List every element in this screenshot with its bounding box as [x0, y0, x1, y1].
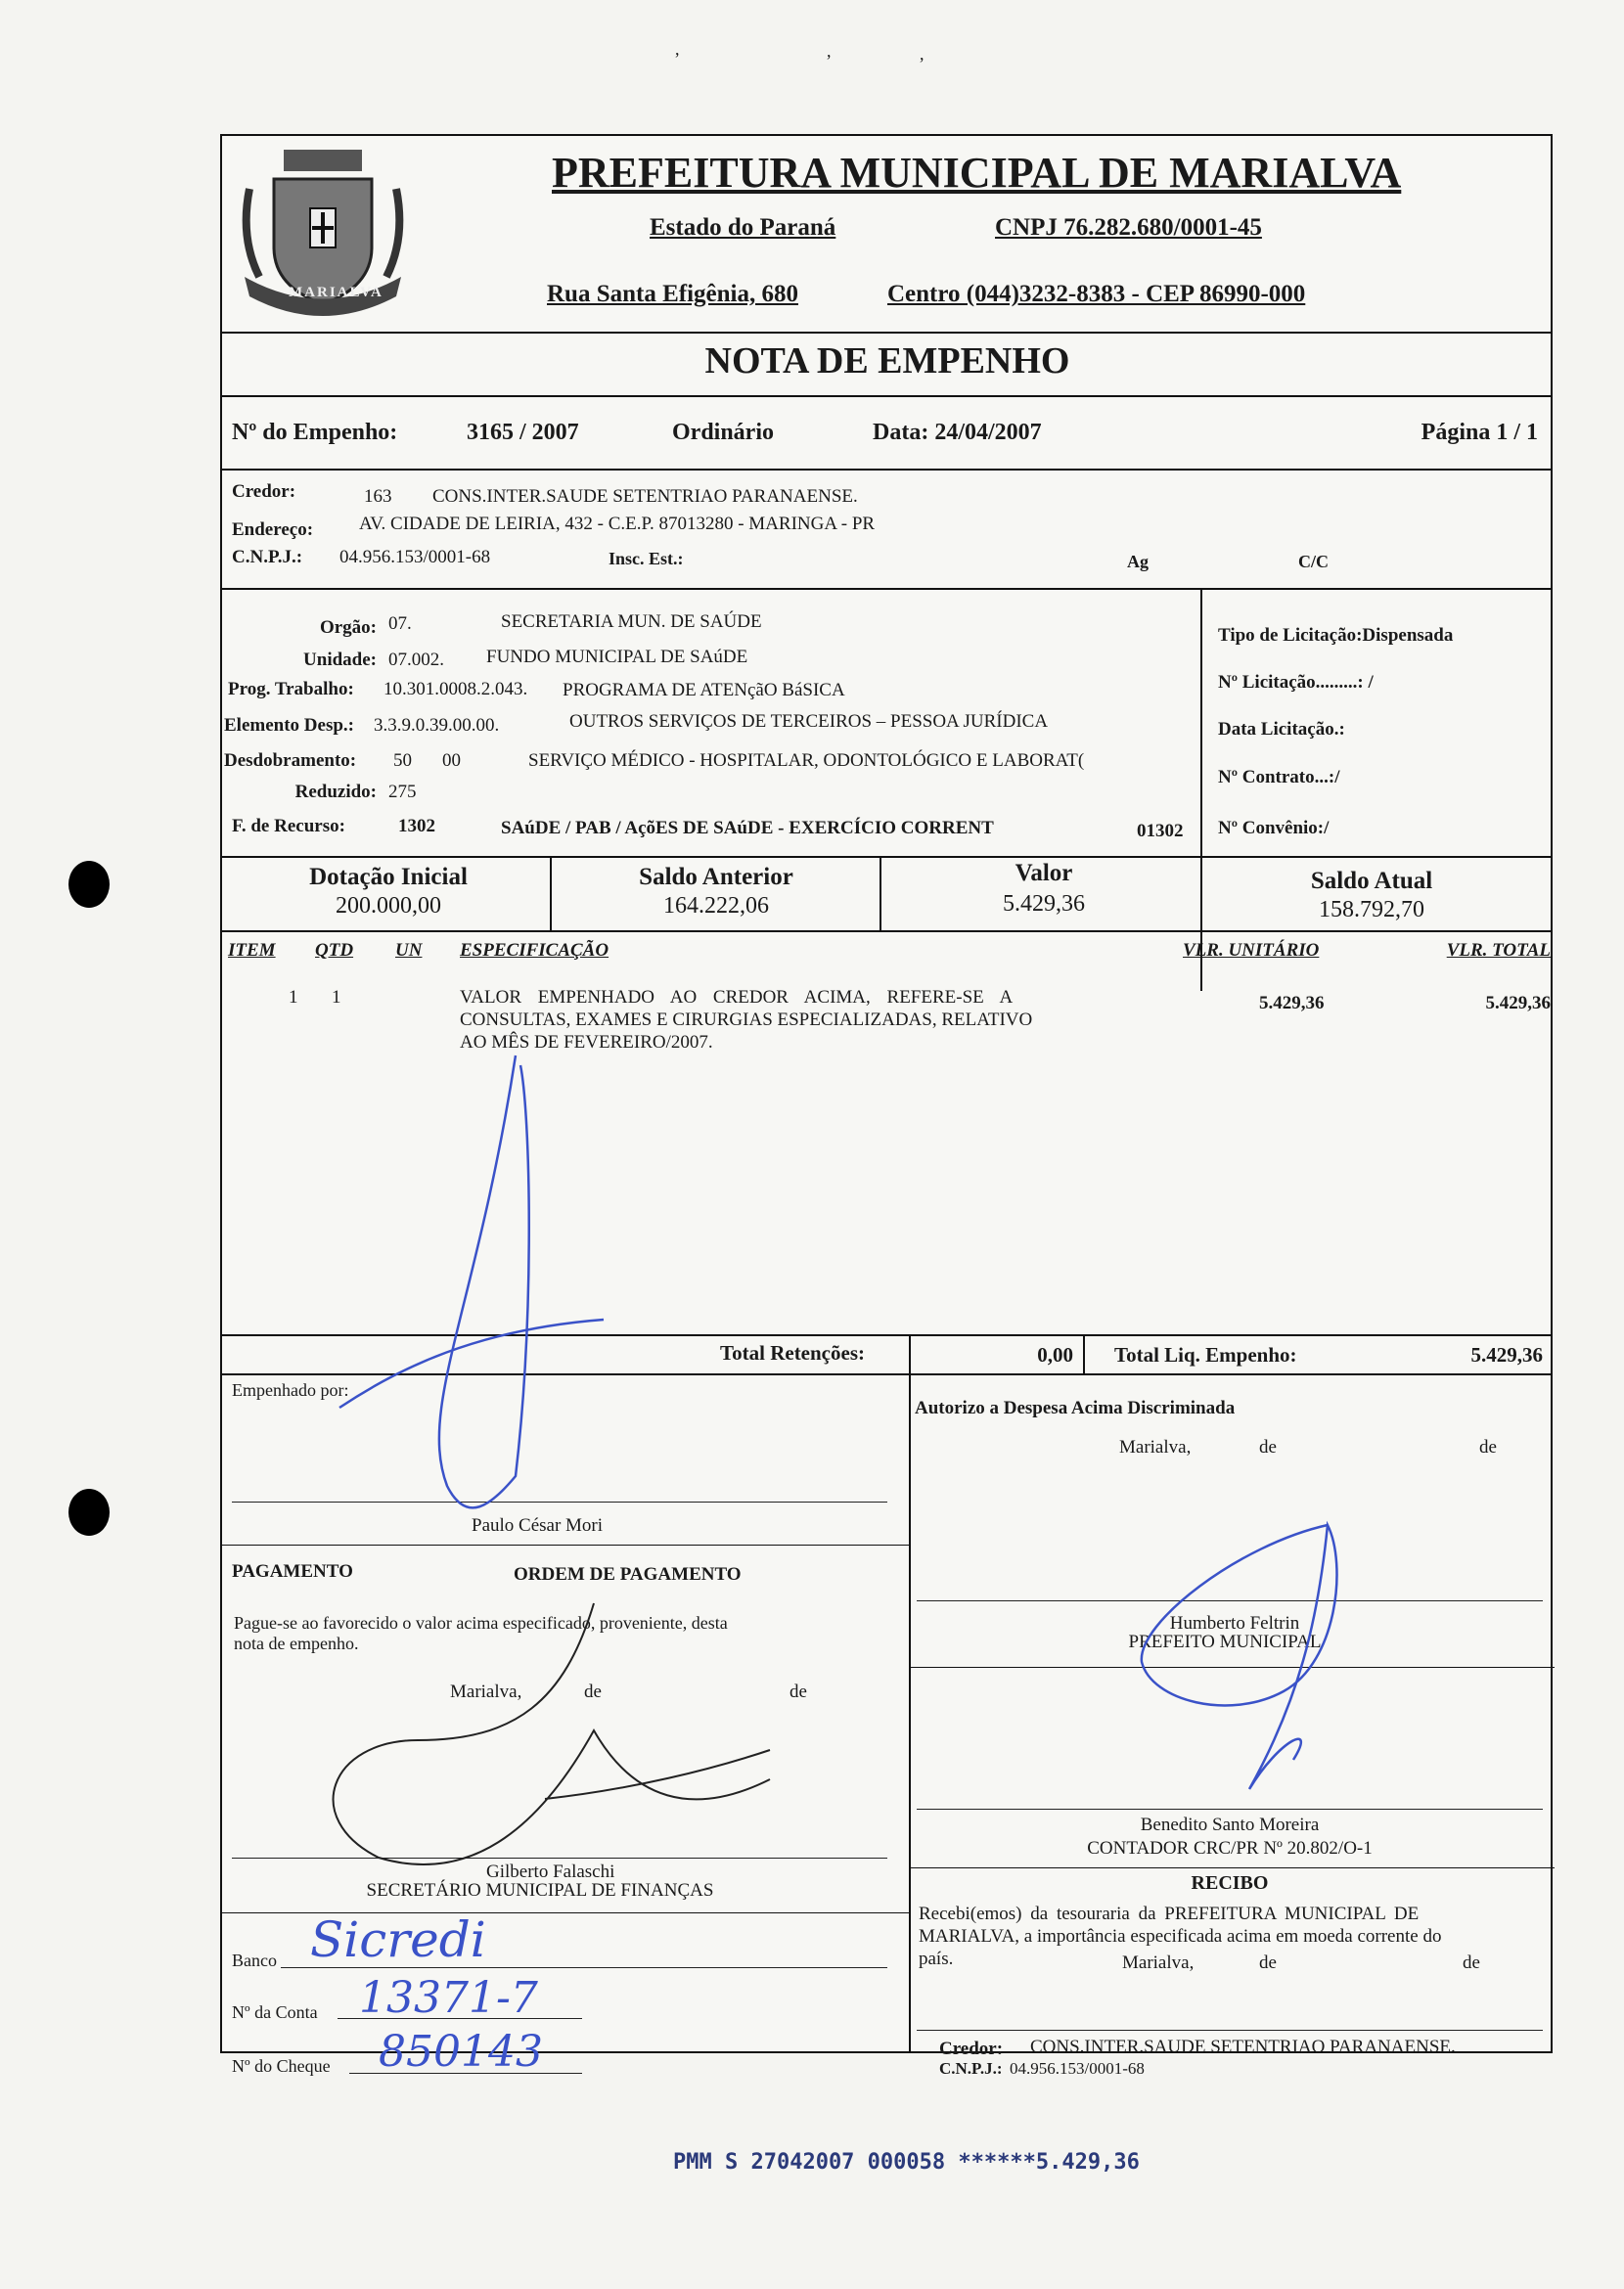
saldo-anterior-label: Saldo Anterior [639, 864, 793, 890]
pagamento-de2: de [789, 1682, 807, 1702]
banco-handwritten: Sicredi [310, 1911, 486, 1968]
recurso-name: SAúDE / PAB / AçõES DE SAúDE - EXERCÍCIO CORRENT [501, 818, 994, 838]
secretario-title: SECRETÁRIO MUNICIPAL DE FINANÇAS [366, 1880, 714, 1901]
seal-text: MARIALVA [289, 285, 383, 300]
item-desc-line2: CONSULTAS, EXAMES E CIRURGIAS ESPECIALIZADAS, RELATIVO [460, 1010, 1033, 1030]
credor-insc-label: Insc. Est.: [609, 549, 684, 568]
credor-cnpj-label: C.N.P.J.: [232, 547, 303, 567]
credor-code: 163 [364, 486, 392, 507]
pagamento-city: Marialva, [450, 1682, 522, 1702]
desdobramento-label: Desdobramento: [224, 750, 357, 771]
pagamento-text-line1: Pague-se ao favorecido o valor acima especificado, proveniente, desta [234, 1613, 728, 1633]
elemento-name: OUTROS SERVIÇOS DE TERCEIROS – PESSOA JURÍDICA [569, 711, 1049, 732]
hole-punch [68, 1489, 110, 1536]
recibo-cnpj-label: C.N.P.J.: [939, 2059, 1003, 2078]
hole-punch [68, 861, 110, 908]
total-retencoes-value: 0,00 [1037, 1343, 1073, 1367]
recibo-credor-label: Credor: [939, 2039, 1004, 2059]
recibo-text-line3: país. [919, 1949, 954, 1969]
credor-name: CONS.INTER.SAUDE SETENTRIAO PARANAENSE. [432, 486, 858, 507]
doc-title: NOTA DE EMPENHO [704, 340, 1070, 382]
valor-value: 5.429,36 [1003, 891, 1085, 917]
autorizo-city: Marialva, [1119, 1437, 1192, 1458]
recurso-label: F. de Recurso: [232, 816, 345, 836]
credor-cc-label: C/C [1298, 552, 1329, 571]
pagamento-label: PAGAMENTO [232, 1561, 353, 1582]
header-title: PREFEITURA MUNICIPAL DE MARIALVA [552, 149, 1402, 197]
prog-label: Prog. Trabalho: [228, 679, 354, 699]
orgao-name: SECRETARIA MUN. DE SAÚDE [501, 611, 762, 632]
contador-title: CONTADOR CRC/PR Nº 20.802/O-1 [1087, 1838, 1373, 1859]
credor-ag-label: Ag [1127, 552, 1149, 571]
reduzido-code: 275 [388, 782, 417, 802]
col-vlr-unitario: VLR. UNITÁRIO [1183, 940, 1320, 961]
empenho-page: Página 1 / 1 [1421, 420, 1538, 445]
prefeito-name: Humberto Feltrin [1169, 1613, 1300, 1634]
conta-label: Nº da Conta [232, 2002, 318, 2022]
col-especificacao: ESPECIFICAÇÃO [460, 940, 609, 961]
desdobramento-name: SERVIÇO MÉDICO - HOSPITALAR, ODONTOLÓGICO E LABORAT( [528, 750, 1085, 771]
valor-label: Valor [1015, 860, 1073, 886]
mechanical-stamp: PMM S 27042007 000058 ******5.429,36 [673, 2150, 1140, 2175]
header-contact: Centro (044)3232-8383 - CEP 86990-000 [887, 281, 1306, 307]
conta-handwritten: 13371-7 [359, 1973, 538, 2023]
header-cnpj: CNPJ 76.282.680/0001-45 [995, 214, 1262, 241]
empenhado-name: Paulo César Mori [472, 1515, 604, 1536]
autorizo-de2: de [1479, 1437, 1497, 1458]
pagamento-text-line2: nota de empenho. [234, 1634, 359, 1653]
total-liquido-value: 5.429,36 [1470, 1343, 1543, 1367]
saldo-atual-label: Saldo Atual [1310, 868, 1433, 894]
unidade-label: Unidade: [303, 650, 377, 670]
prog-name: PROGRAMA DE ATENçãO BáSICA [563, 680, 845, 700]
recibo-credor-name: CONS.INTER.SAUDE SETENTRIAO PARANAENSE. [1030, 2037, 1456, 2057]
cheque-label: Nº do Cheque [232, 2056, 331, 2076]
credor-label: Credor: [232, 481, 296, 502]
dotacao-label: Dotação Inicial [309, 864, 468, 890]
credor-address-label: Endereço: [232, 519, 314, 540]
contador-name: Benedito Santo Moreira [1140, 1815, 1320, 1835]
ordem-pagamento-label: ORDEM DE PAGAMENTO [514, 1564, 742, 1585]
recibo-city: Marialva, [1122, 1952, 1195, 1973]
total-retencoes-label: Total Retenções: [720, 1341, 865, 1365]
saldo-anterior-value: 164.222,06 [663, 893, 769, 919]
credor-cnpj: 04.956.153/0001-68 [339, 547, 491, 567]
item-number: 1 [289, 987, 298, 1008]
saldo-atual-value: 158.792,70 [1319, 897, 1424, 922]
cheque-handwritten: 850143 [379, 2027, 543, 2077]
empenho-date: Data: 24/04/2007 [873, 420, 1042, 445]
total-liquido-label: Total Liq. Empenho: [1114, 1343, 1297, 1367]
nota-de-empenho-form [220, 134, 1553, 2078]
stray-mark: , [827, 41, 832, 61]
recibo-de1: de [1259, 1952, 1277, 1973]
empenho-type: Ordinário [672, 420, 775, 445]
recibo-label: RECIBO [1191, 1872, 1269, 1894]
recurso-code: 1302 [398, 816, 435, 836]
col-qtd: QTD [315, 940, 354, 961]
header-state: Estado do Paraná [650, 214, 836, 241]
orgao-label: Orgão: [319, 617, 377, 638]
pagamento-de1: de [584, 1682, 602, 1702]
recurso-code2: 01302 [1137, 821, 1184, 841]
col-un: UN [395, 940, 423, 961]
banco-label: Banco [232, 1951, 277, 1970]
empenho-number: 3165 / 2007 [467, 420, 579, 445]
licitacao-data: Data Licitação.: [1218, 719, 1345, 740]
unidade-name: FUNDO MUNICIPAL DE SAúDE [486, 647, 748, 667]
recibo-text-line2: MARIALVA, a importância especificada acima em moeda corrente do [919, 1926, 1442, 1947]
autorizo-label: Autorizo a Despesa Acima Discriminada [915, 1398, 1236, 1418]
unidade-code: 07.002. [388, 650, 444, 670]
credor-address: AV. CIDADE DE LEIRIA, 432 - C.E.P. 87013280 - MARINGA - PR [359, 514, 876, 534]
item-unit-value: 5.429,36 [1259, 993, 1325, 1013]
item-total-value: 5.429,36 [1485, 993, 1551, 1013]
prefeito-title: PREFEITO MUNICIPAL [1128, 1632, 1322, 1652]
licitacao-convenio: Nº Convênio:/ [1218, 818, 1330, 838]
municipal-coat-of-arms [230, 140, 416, 326]
recibo-de2: de [1463, 1952, 1480, 1973]
elemento-code: 3.3.9.0.39.00.00. [374, 715, 500, 736]
licitacao-numero: Nº Licitação.........: / [1218, 672, 1374, 693]
header-address: Rua Santa Efigênia, 680 [547, 281, 798, 307]
item-desc-line1: VALOR EMPENHADO AO CREDOR ACIMA, REFERE-SE A [460, 987, 1014, 1008]
recibo-cnpj: 04.956.153/0001-68 [1010, 2059, 1145, 2078]
stray-mark: , [920, 44, 925, 64]
elemento-label: Elemento Desp.: [224, 715, 354, 736]
col-vlr-total: VLR. TOTAL [1446, 940, 1551, 961]
licitacao-contrato: Nº Contrato...:/ [1218, 767, 1340, 787]
col-item: ITEM [228, 940, 276, 961]
desdobramento-code2: 00 [442, 750, 461, 771]
stray-mark: , [675, 39, 680, 59]
prog-code: 10.301.0008.2.043. [383, 679, 528, 699]
recibo-text-line1: Recebi(emos) da tesouraria da PREFEITURA MUNICIPAL DE [919, 1904, 1420, 1924]
dotacao-value: 200.000,00 [336, 893, 441, 919]
desdobramento-code1: 50 [393, 750, 412, 771]
licitacao-tipo: Tipo de Licitação:Dispensada [1218, 625, 1454, 646]
reduzido-label: Reduzido: [294, 782, 377, 802]
item-qtd: 1 [332, 987, 341, 1008]
autorizo-de1: de [1259, 1437, 1277, 1458]
secretario-name: Gilberto Falaschi [486, 1862, 615, 1882]
empenhado-label: Empenhado por: [232, 1380, 349, 1400]
item-desc-line3: AO MÊS DE FEVEREIRO/2007. [460, 1032, 713, 1053]
empenho-number-label: Nº do Empenho: [232, 420, 398, 445]
orgao-code: 07. [388, 613, 412, 634]
